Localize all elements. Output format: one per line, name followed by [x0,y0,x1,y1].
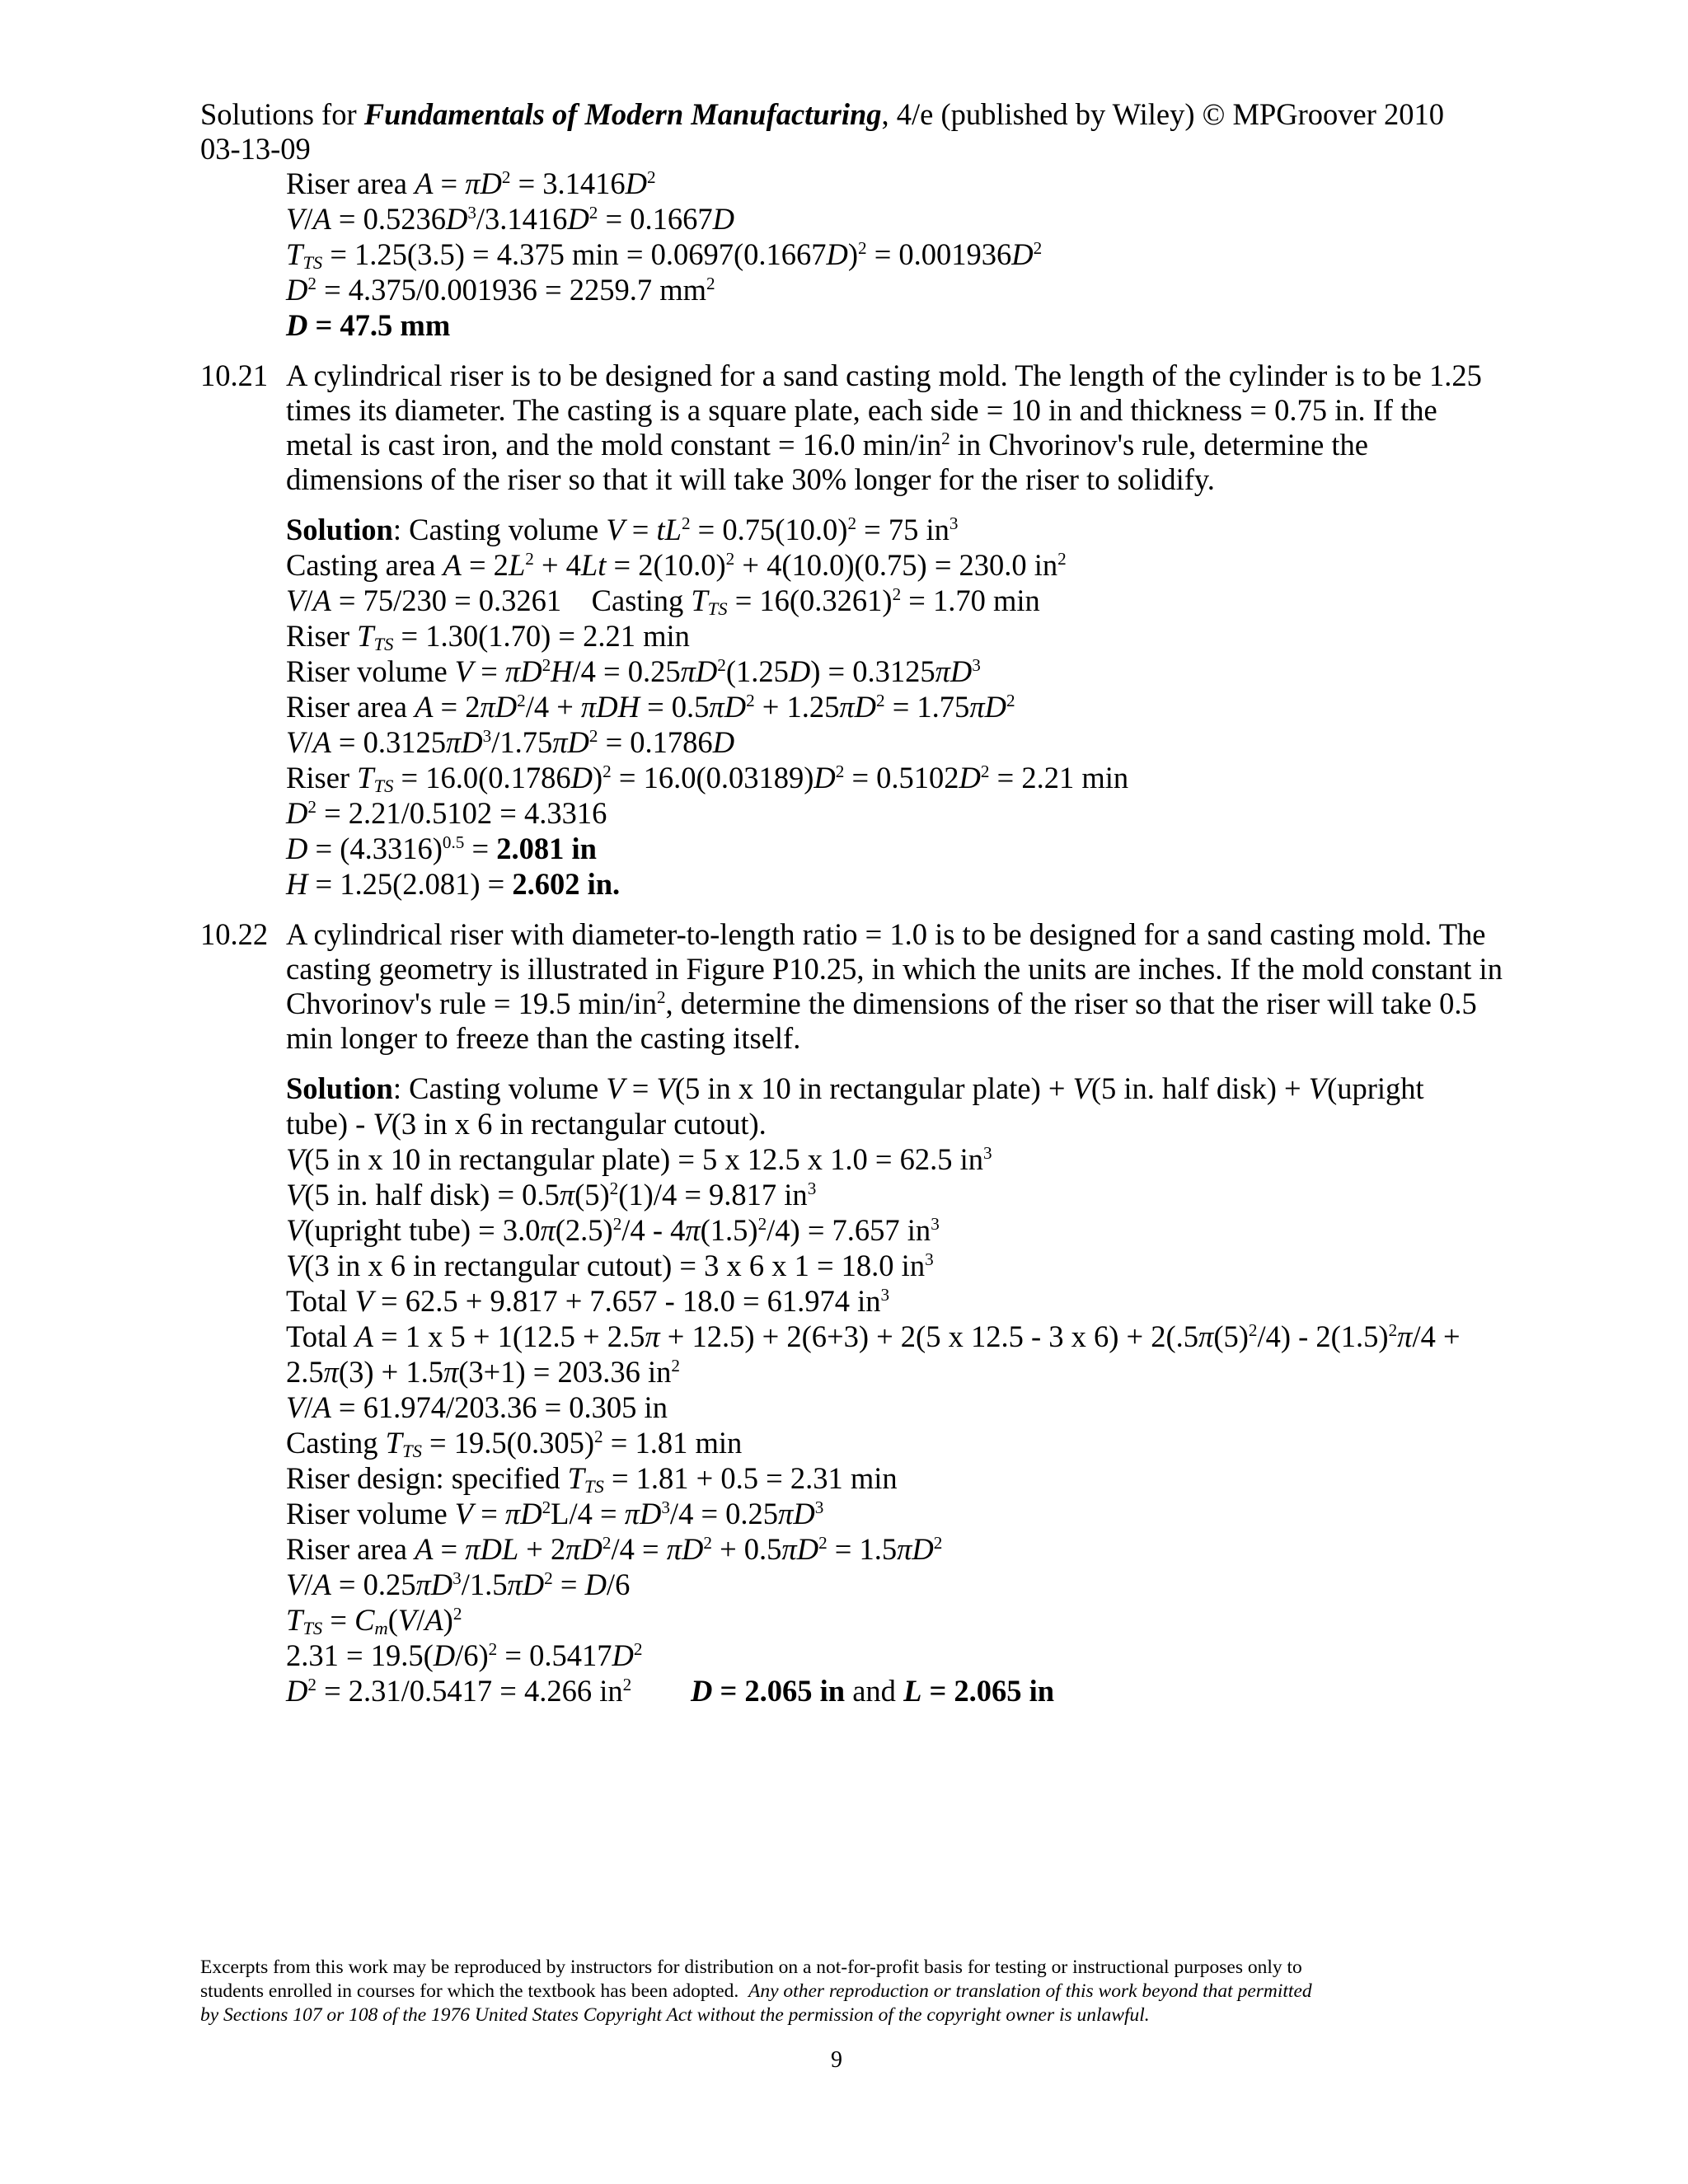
answer-diameter: 2.081 in [496,832,597,865]
prev-solution-line: Riser area $A = \pi D^2 = 3.1416D^2$ [286,166,656,200]
problem-statement-line: A cylindrical riser is to be designed for a sand casting mold. The length of the cylinder is to be 1.25 [286,359,1482,392]
solution-line: $D^2 = 2.31/0.5417 = 4.266$ $in^2$ [286,1674,632,1708]
problem-statement-line: times its diameter. The casting is a square plate, each side = 10 in and thickness = 0.75 in. If the [286,393,1437,427]
solution-label: Solution [286,1071,393,1105]
footer-italic-text: Any other reproduction or translation of this work beyond that permitted [748,1980,1312,2002]
solution-line: Solution: Casting volume V = V(5 in x 10 in rectangular plate) + V(5 in. half disk) + V(upright [286,1071,1424,1105]
footer-line [200,1980,1486,2004]
problem-number: 10.22 [200,917,269,951]
solution-line: V(5 in x 10 in rectangular plate) = 5 x 12.5 x 1.0 = 62.5 $in^3$ [286,1142,992,1176]
solution-line: $V/A = 0.3125\pi D^3/1.75\pi D^2 = 0.1786D$ [286,725,735,759]
prev-solution-line: $T_{TS} = 1.25(3.5) = 4.375$ $\min = 0.0697(0.1667D)^2 = 0.001936D^2$ [286,237,1043,273]
solution-line: $D = (4.3316)^{0.5} = 2.081$ in [286,832,597,865]
problem-statement-line: A cylindrical riser with diameter-to-length ratio = 1.0 is to be designed for a sand casting mold. The [286,917,1486,951]
solution-line: 2.5π(3) + 1.5π(3+1) = 203.36 $in^2$ [286,1355,680,1389]
solution-line: V(3 in x 6 in rectangular cutout) = 3 x 6 x 1 = 18.0 $in^3$ [286,1249,934,1282]
header-prefix: Solutions for [200,97,364,131]
problem-statement-line: min longer to freeze than the casting itself. [286,1021,801,1055]
solution-label: Solution [286,513,393,546]
prev-solution-line: $D^2 = 4.375/0.001936 = 2259.7$ $mm^2$ [286,273,715,307]
footer-line: by Sections 107 or 108 of the 1976 United States Copyright Act without the permission of the copyright owner is unlawful. [200,2004,1150,2026]
final-answer: D = 2.065 in and L = 2.065 in [691,1674,1055,1708]
solution-line: Riser $T_{TS} = 16.0(0.1786D)^2 = 16.0(0.03189)D^2 = 0.5102D^2 = 2.21$ min [286,761,1129,796]
solution-line: V(upright tube) = $3.0\pi(2.5)^2/4 - 4\pi(1.5)^2/4) = 7.657$ $in^3$ [286,1213,940,1247]
prev-solution-answer: D = 47.5 mm [286,308,451,342]
problem-number: 10.21 [200,359,269,392]
solution-line: Total A = 1 x 5 + 1(12.5 + 2.5π + 12.5) + 2(6+3) + 2(5 x 12.5 - 3 x $6) + 2(.5\pi(5)^2/4) - 2(1.5)^2\pi/4$ + [286,1319,1461,1353]
solution-line: Riser area $A = \pi DL + 2\pi D^2/4 = \pi D^2 + 0.5\pi D^2 = 1.5\pi D^2$ [286,1532,943,1566]
solution-line: Riser volume $V = \pi D^2L/4 = \pi D^3/4 = 0.25\pi D^3$ [286,1497,824,1530]
problem-statement-line: metal is cast iron, and the mold constant = 16.0 $\min/in^2$ in Chvorinov's rule, determine the [286,428,1368,462]
solution-line: Riser design: specified $T_{TS} = 1.81 + 0.5 = 2.31$ min [286,1461,898,1497]
solution-line: $T_{TS} = C_m(V/A)^2$ [286,1603,462,1638]
solution-line: V/A = 61.974/203.36 = 0.305 in [286,1390,668,1424]
solution-line: $D^2 = 2.21/0.5102 = 4.3316$ [286,796,607,830]
answer-height: 2.602 in. [512,867,621,901]
solution-line: Casting $T_{TS} = 19.5(0.305)^2 = 1.81$ min [286,1426,743,1461]
solution-line: Solution: Casting volume $V = tL^2 = 0.75(10.0)^2 = 75$ $in^3$ [286,513,959,546]
solution-line: $2.31 = 19.5(D/6)^2 = 0.5417D^2$ [286,1638,643,1672]
header-date: 03-13-09 [200,132,311,166]
header-suffix: , 4/e (published by Wiley) © MPGroover 2010 [881,97,1445,131]
solution-line: V/A = 75/230 = 0.3261 Casting $T_{TS} = 16(0.3261)^2 = 1.70$ min [286,583,1040,619]
running-header [200,97,1444,132]
footer-plain-text: students enrolled in courses for which the textbook has been adopted. [200,1980,739,2002]
solution-line: Riser volume $V = \pi D^2H/4 = 0.25\pi D^2(1.25D) = 0.3125\pi D^3$ [286,654,981,688]
solution-line: Total V = 62.5 + 9.817 + 7.657 - 18.0 = 61.974 $in^3$ [286,1284,890,1318]
prev-solution-line: $V/A = 0.5236D^3/3.1416D^2 = 0.1667D$ [286,202,734,236]
book-title: Fundamentals of Modern Manufacturing [363,97,882,131]
solution-line: tube) - V(3 in x 6 in rectangular cutout). [286,1107,767,1141]
solution-line: V(5 in. half disk) = $0.5\pi(5)^2(1)/4 = 9.817$ $in^3$ [286,1178,817,1212]
problem-statement-line: casting geometry is illustrated in Figure P10.25, in which the units are inches. If the mold constant in [286,952,1503,986]
page-number: 9 [831,2047,842,2073]
problem-statement-line: dimensions of the riser so that it will take 30% longer for the riser to solidify. [286,462,1215,496]
solution-line: H = 1.25(2.081) = 2.602 in. [286,867,621,901]
solution-line: Casting area $A = 2L^2 + 4Lt = 2(10.0)^2 + 4(10.0)(0.75) = 230.0$ $in^2$ [286,548,1067,582]
problem-statement-line: Chvorinov's rule = 19.5 $\min/in^2$, determine the dimensions of the riser so that the riser will take 0.5 [286,987,1477,1020]
footer-line: Excerpts from this work may be reproduced by instructors for distribution on a not-for-profit basis for testing or instructional purposes only to [200,1957,1302,1978]
solution-line: $V/A = 0.25\pi D^3/1.5\pi D^2 = D/6$ [286,1568,631,1601]
solution-line: Riser $T_{TS} = 1.30(1.70) = 2.21$ min [286,619,690,654]
solution-line: Riser area $A = 2\pi D^2/4 + \pi DH = 0.5\pi D^2 + 1.25\pi D^2 = 1.75\pi D^2$ [286,690,1015,724]
